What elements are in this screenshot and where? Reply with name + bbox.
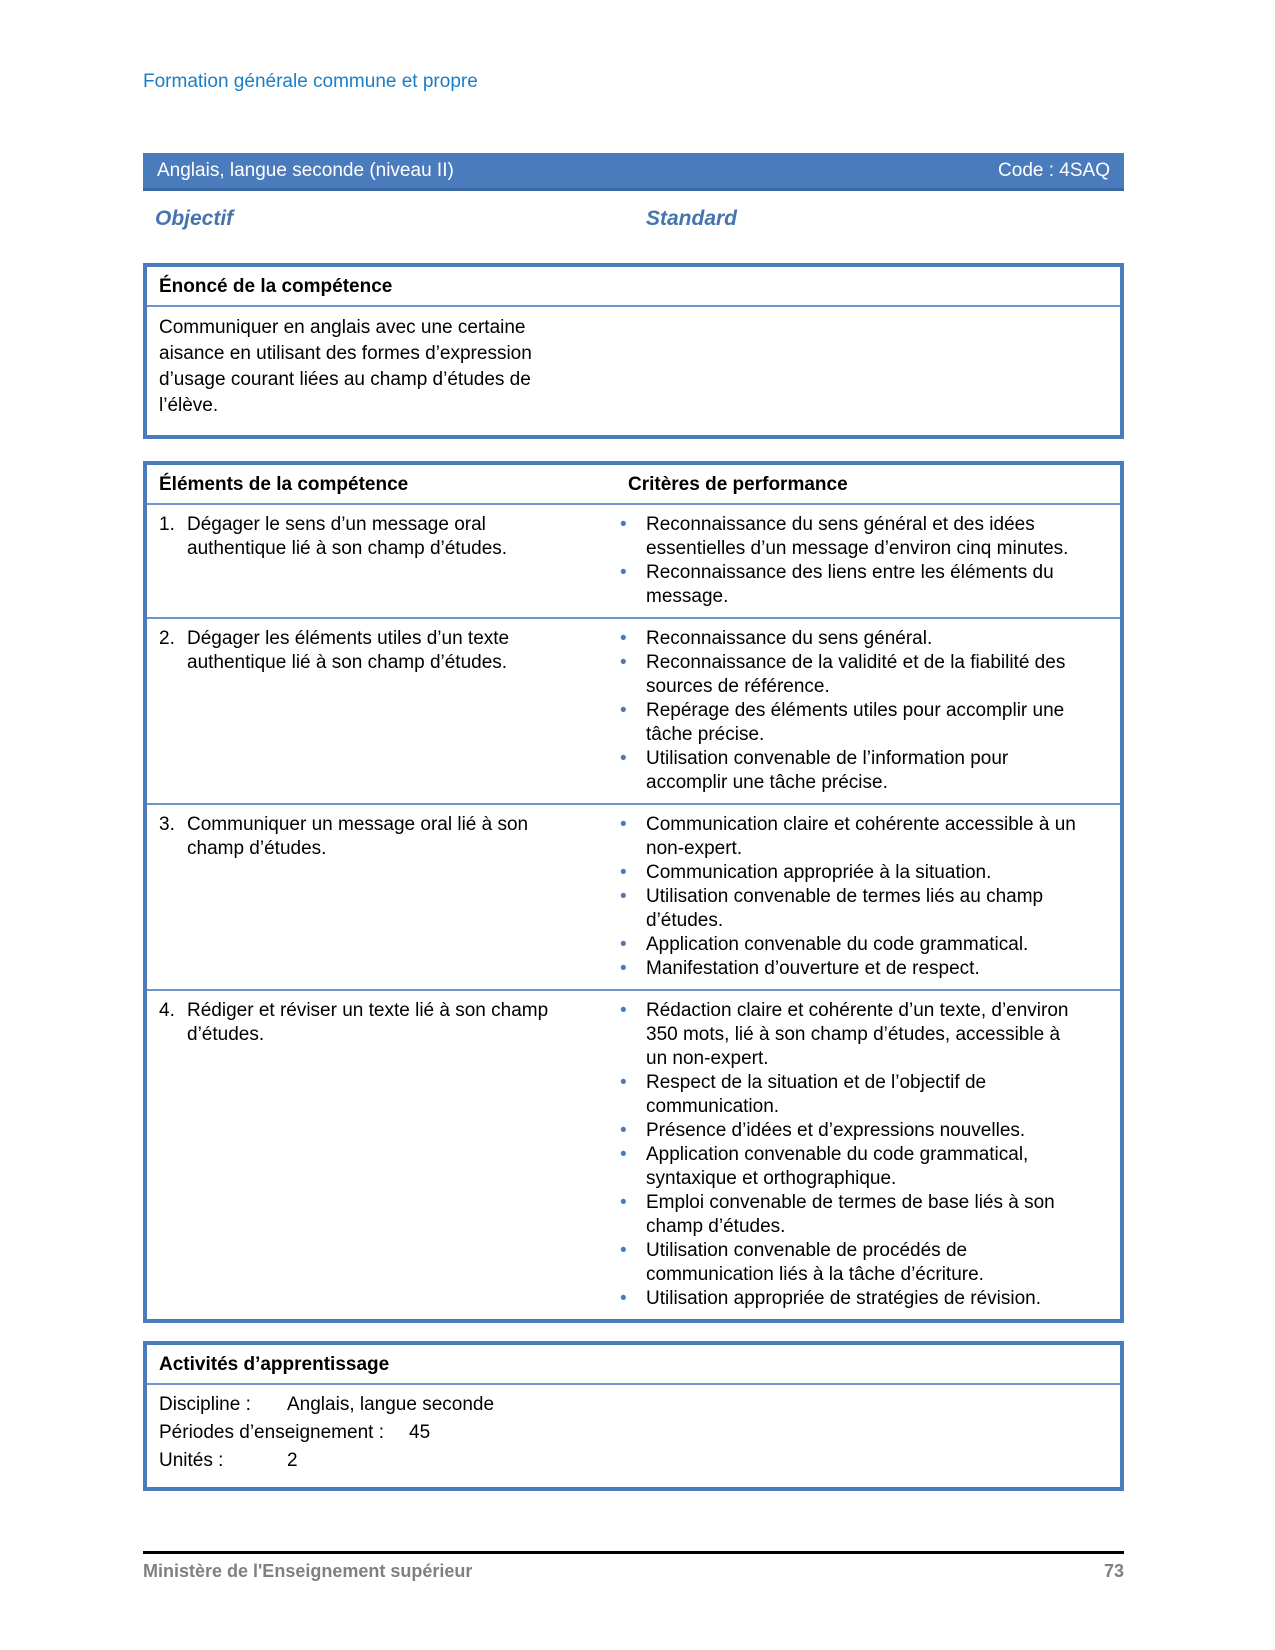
table-row: [147, 991, 1120, 1319]
footer-page-number: 73: [1103, 1561, 1124, 1581]
bullet-icon: •: [620, 958, 627, 979]
list-item: [616, 1143, 1085, 1191]
list-item: [616, 1191, 1085, 1239]
criteres-column-header: Critères de performance: [628, 474, 848, 495]
objectif-heading: Objectif: [155, 207, 234, 230]
page-content: [143, 0, 1124, 1491]
bullet-icon: •: [620, 1288, 627, 1309]
criteria-text: Emploi convenable de termes de base liés à son champ d’études.: [646, 1192, 1055, 1237]
activity-label: Discipline :: [159, 1394, 251, 1415]
criteria-text: Reconnaissance de la validité et de la fiabilité des sources de référence.: [646, 652, 1066, 697]
list-item: [616, 861, 1085, 885]
activites-apprentissage-box: [143, 1341, 1124, 1491]
criteria-list: [616, 813, 1085, 981]
activity-row: [159, 1391, 1108, 1419]
footer-ministry: Ministère de l'Enseignement supérieur: [143, 1561, 473, 1581]
activity-label: Unités :: [159, 1450, 224, 1471]
table-row: [147, 805, 1120, 991]
criteria-cell: [616, 805, 1120, 989]
element-text: Rédiger et réviser un texte lié à son champ d’études.: [187, 1000, 549, 1045]
element-text: Dégager les éléments utiles d’un texte authentique lié à son champ d’études.: [187, 628, 510, 673]
list-item: [616, 957, 1085, 981]
bullet-icon: •: [620, 886, 627, 907]
element-cell: [147, 505, 616, 617]
element-cell: [147, 991, 616, 1319]
list-item: [616, 561, 1085, 609]
section-headings: [143, 207, 1124, 235]
page-footer: [143, 1551, 1124, 1582]
criteria-text: Utilisation convenable de procédés de communication liés à la tâche d’écriture.: [646, 1240, 984, 1285]
element-number: 1.: [159, 514, 175, 535]
course-code: Code : 4SAQ: [998, 159, 1110, 181]
criteria-text: Utilisation appropriée de stratégies de révision.: [646, 1288, 1041, 1309]
course-title: Anglais, langue seconde (niveau II): [157, 159, 454, 181]
criteria-text: Rédaction claire et cohérente d’un texte, d’environ 350 mots, lié à son champ d’études, accessible à un non-expert.: [646, 1000, 1069, 1069]
activites-rows: [147, 1385, 1120, 1487]
elements-column-header: Éléments de la compétence: [159, 474, 409, 495]
list-item: [616, 513, 1085, 561]
list-item: [616, 699, 1085, 747]
competence-table-header-row: [147, 465, 1120, 505]
bullet-icon: •: [620, 1120, 627, 1141]
list-item: [616, 627, 1085, 651]
list-item: [616, 813, 1085, 861]
course-title-bar: [143, 153, 1124, 191]
element-number: 4.: [159, 1000, 175, 1021]
list-item: [616, 885, 1085, 933]
table-row: [147, 619, 1120, 805]
bullet-icon: •: [620, 814, 627, 835]
list-item: [616, 1287, 1085, 1311]
activity-value: 2: [287, 1450, 298, 1471]
bullet-icon: •: [620, 628, 627, 649]
criteria-text: Application convenable du code grammatical.: [646, 934, 1029, 955]
criteria-text: Reconnaissance du sens général et des idées essentielles d’un message d’environ cinq minutes.: [646, 514, 1069, 559]
list-item: [616, 1119, 1085, 1143]
criteria-text: Manifestation d’ouverture et de respect.: [646, 958, 980, 979]
criteria-text: Respect de la situation et de l’objectif de communication.: [646, 1072, 987, 1117]
list-item: [616, 747, 1085, 795]
bullet-icon: •: [620, 934, 627, 955]
criteria-cell: [616, 619, 1120, 803]
list-item: [616, 651, 1085, 699]
element-cell: [147, 805, 616, 989]
criteria-list: [616, 513, 1085, 609]
activity-row: [159, 1419, 1108, 1447]
competence-table-body: [147, 505, 1120, 1319]
element-number: 2.: [159, 628, 175, 649]
criteria-text: Utilisation convenable de l’information pour accomplir une tâche précise.: [646, 748, 1009, 793]
list-item: [616, 1239, 1085, 1287]
criteria-list: [616, 627, 1085, 795]
bullet-icon: •: [620, 700, 627, 721]
standard-heading: Standard: [646, 207, 738, 230]
bullet-icon: •: [620, 748, 627, 769]
enonce-header: Énoncé de la compétence: [147, 267, 1120, 307]
bullet-icon: •: [620, 1192, 627, 1213]
bullet-icon: •: [620, 652, 627, 673]
criteria-cell: [616, 991, 1120, 1319]
criteria-text: Communication claire et cohérente accessible à un non-expert.: [646, 814, 1076, 859]
criteria-text: Reconnaissance du sens général.: [646, 628, 933, 649]
criteria-list: [616, 999, 1085, 1311]
activity-value: 45: [409, 1422, 431, 1443]
element-text: Communiquer un message oral lié à son champ d’études.: [187, 814, 529, 859]
list-item: [616, 1071, 1085, 1119]
footer-rule: [143, 1551, 1124, 1554]
activity-value: Anglais, langue seconde: [287, 1394, 495, 1415]
running-header: Formation générale commune et propre: [143, 71, 478, 92]
bullet-icon: •: [620, 1072, 627, 1093]
criteria-text: Présence d’idées et d’expressions nouvelles.: [646, 1120, 1026, 1141]
list-item: [616, 999, 1085, 1071]
enonce-competence-box: [143, 263, 1124, 439]
criteria-text: Repérage des éléments utiles pour accomplir une tâche précise.: [646, 700, 1065, 745]
criteria-text: Application convenable du code grammatical, syntaxique et orthographique.: [646, 1144, 1029, 1189]
element-cell: [147, 619, 616, 803]
criteria-text: Reconnaissance des liens entre les éléments du message.: [646, 562, 1054, 607]
activity-label: Périodes d’enseignement :: [159, 1422, 384, 1443]
element-number: 3.: [159, 814, 175, 835]
bullet-icon: •: [620, 862, 627, 883]
criteria-text: Utilisation convenable de termes liés au champ d’études.: [646, 886, 1044, 931]
criteria-text: Communication appropriée à la situation.: [646, 862, 992, 883]
enonce-body: Communiquer en anglais avec une certaine aisance en utilisant des formes d’expression d’usage courant liées au champ d’études de l’élève.: [159, 317, 532, 416]
bullet-icon: •: [620, 1000, 627, 1021]
activites-header: Activités d’apprentissage: [147, 1345, 1120, 1385]
list-item: [616, 933, 1085, 957]
activity-row: [159, 1447, 1108, 1475]
table-row: [147, 505, 1120, 619]
bullet-icon: •: [620, 562, 627, 583]
competence-table: [143, 461, 1124, 1323]
element-text: Dégager le sens d’un message oral authentique lié à son champ d’études.: [187, 514, 508, 559]
criteria-cell: [616, 505, 1120, 617]
bullet-icon: •: [620, 1240, 627, 1261]
bullet-icon: •: [620, 514, 627, 535]
bullet-icon: •: [620, 1144, 627, 1165]
